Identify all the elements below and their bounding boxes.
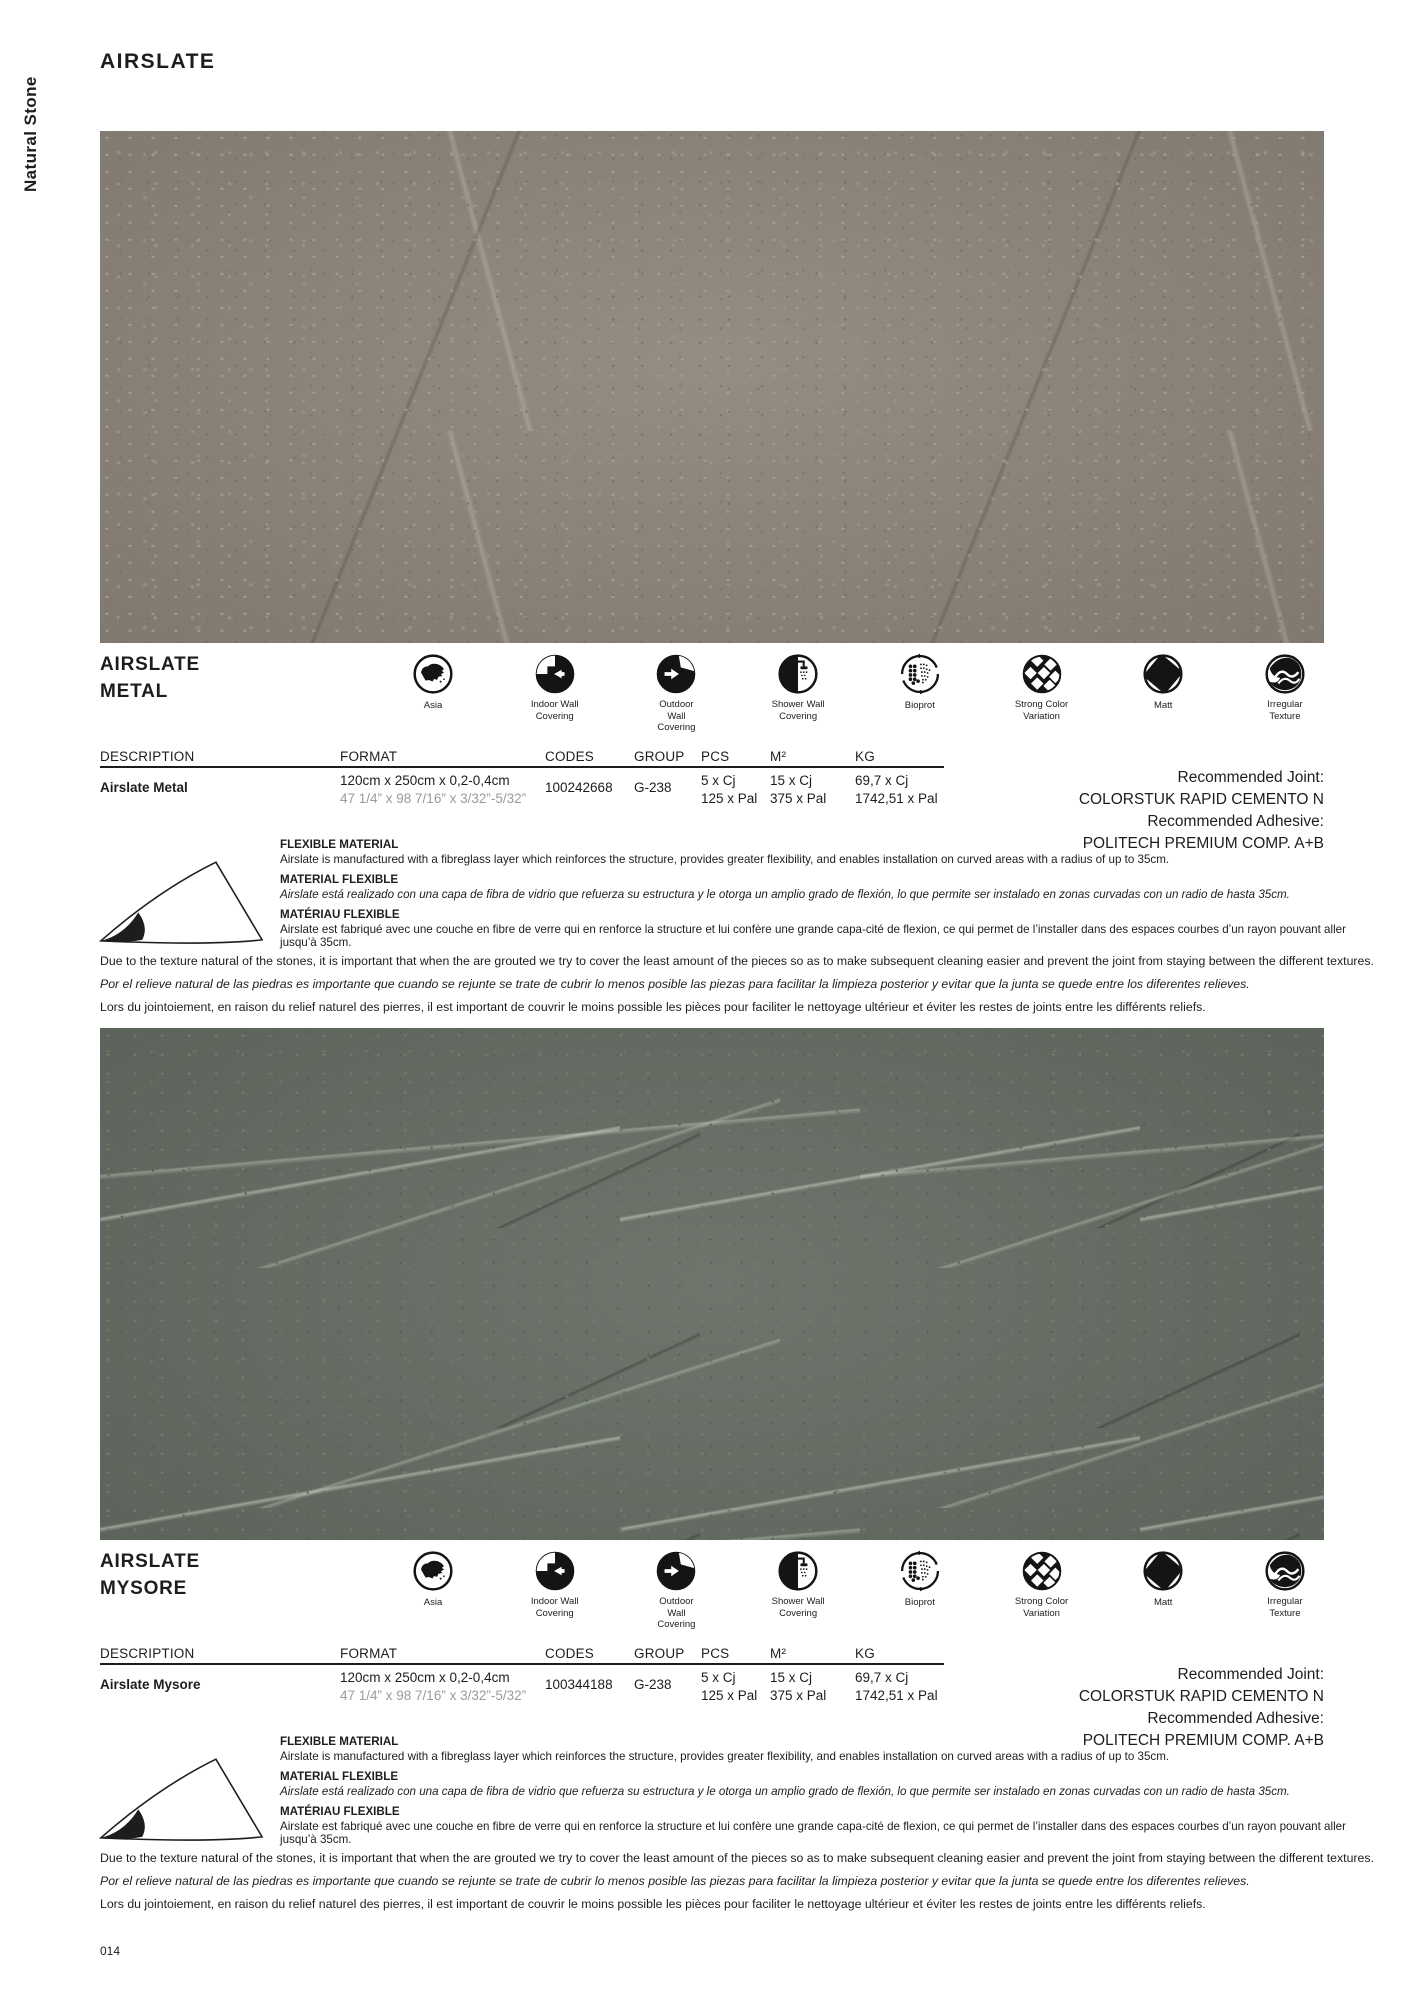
kg-pal: 1742,51 x Pal	[855, 791, 938, 806]
kg-cj: 69,7 x Cj	[855, 1670, 909, 1685]
column-header-group: GROUP	[634, 1646, 685, 1661]
column-header-format: FORMAT	[340, 1646, 398, 1661]
icon-label: Asia	[423, 1597, 443, 1608]
flexible-title-es: MATERIAL FLEXIBLE	[280, 873, 399, 886]
column-header-description: DESCRIPTION	[100, 749, 195, 764]
icon-label: Shower Wall Covering	[771, 1596, 825, 1619]
feature-irregular-texture	[1240, 1550, 1330, 1632]
column-header-group: GROUP	[634, 749, 685, 764]
flexible-text-en: Airslate is manufactured with a fibreglass layer which reinforces the structure, provides greater flexibility, and enables installation on curved areas with a radius of up to 35cm.	[280, 852, 1170, 866]
flexible-title-en: FLEXIBLE MATERIAL	[280, 838, 399, 851]
column-header-codes: CODES	[545, 1646, 595, 1661]
pcs-cj: 5 x Cj	[701, 1670, 736, 1685]
texture-note	[100, 953, 1374, 1022]
irregular-texture-icon	[1264, 653, 1306, 695]
cell-kg	[855, 772, 938, 808]
m2-pal: 375 x Pal	[770, 1688, 827, 1703]
page-number: 014	[100, 1944, 121, 1958]
product-title-line2: METAL	[100, 681, 169, 702]
asia-icon	[412, 653, 454, 695]
cell-m2	[770, 772, 826, 808]
feature-bioprot	[875, 1550, 965, 1632]
recommended-adhesive-value: POLITECH PREMIUM COMP. A+B	[1082, 835, 1324, 852]
feature-bioprot	[875, 653, 965, 735]
column-header-pcs: PCS	[701, 1646, 730, 1661]
cell-group: G-238	[634, 1677, 672, 1692]
table-header-rule	[100, 766, 944, 768]
matt-icon	[1142, 1550, 1184, 1592]
flexible-text-es: Airslate está realizado con una capa de fibra de vidrio que refuerza su estructura y le otorga un amplio grado de flexión, lo que permite ser instalado en zonas curvadas con un radio de hasta 35cm.	[280, 1784, 1290, 1798]
format-imperial: 47 1/4” x 98 7/16” x 3/32”-5/32”	[340, 1688, 527, 1703]
flexible-material-text	[280, 1735, 1358, 1847]
column-header-kg: KG	[855, 749, 875, 764]
column-header-pcs: PCS	[701, 749, 730, 764]
icon-label: Outdoor Wall Covering	[657, 1596, 696, 1630]
product-image-mysore	[100, 1028, 1324, 1540]
feature-shower-wall-covering	[753, 1550, 843, 1632]
format-imperial: 47 1/4” x 98 7/16” x 3/32”-5/32”	[340, 791, 527, 806]
cell-pcs	[701, 772, 757, 808]
irregular-texture-icon	[1264, 1550, 1306, 1592]
feature-outdoor-wall-covering	[631, 1550, 721, 1632]
m2-cj: 15 x Cj	[770, 773, 813, 788]
format-metric: 120cm x 250cm x 0,2-0,4cm	[340, 773, 510, 788]
icon-label: Indoor Wall Covering	[530, 1596, 579, 1619]
m2-pal: 375 x Pal	[770, 791, 827, 806]
icon-label: Outdoor Wall Covering	[657, 699, 696, 733]
strong-color-variation-icon	[1021, 1550, 1063, 1592]
icon-label: Matt	[1153, 700, 1173, 711]
flexible-material-figure	[95, 858, 267, 947]
outdoor-wall-covering-icon	[655, 1550, 697, 1592]
bioprot-icon	[899, 653, 941, 695]
format-metric: 120cm x 250cm x 0,2-0,4cm	[340, 1670, 510, 1685]
icon-label: Irregular Texture	[1267, 1596, 1303, 1619]
recommended-joint-label: Recommended Joint:	[1177, 1666, 1324, 1683]
flexible-text-en: Airslate is manufactured with a fibreglass layer which reinforces the structure, provides greater flexibility, and enables installation on curved areas with a radius of up to 35cm.	[280, 1749, 1170, 1763]
icon-label: Irregular Texture	[1267, 699, 1303, 722]
column-header-format: FORMAT	[340, 749, 398, 764]
shower-wall-covering-icon	[777, 653, 819, 695]
cell-format	[340, 772, 526, 808]
product-title-line2: MYSORE	[100, 1578, 188, 1599]
texture-note-en: Due to the texture natural of the stones, it is important that when the are grouted we try to cover the least amount of the pieces so as to make subsequent cleaning easier and prevent the joint from staying between the different textures.	[100, 1851, 1374, 1865]
feature-shower-wall-covering	[753, 653, 843, 735]
feature-outdoor-wall-covering	[631, 653, 721, 735]
texture-note	[100, 1850, 1374, 1919]
cell-description: Airslate Mysore	[100, 1677, 201, 1692]
feature-icon-row	[388, 1550, 1330, 1632]
bioprot-icon	[899, 1550, 941, 1592]
icon-label: Shower Wall Covering	[771, 699, 825, 722]
flexible-title-fr: MATÉRIAU FLEXIBLE	[280, 1805, 400, 1818]
texture-note-fr: Lors du jointoiement, en raison du relief naturel des pierres, il est important de couvrir le moins possible les pièces pour faciliter le nettoyage ultérieur et éviter les restes de joints entre les différents reliefs.	[100, 1000, 1206, 1014]
column-header-codes: CODES	[545, 749, 595, 764]
icon-label: Bioprot	[904, 700, 935, 711]
pcs-pal: 125 x Pal	[701, 791, 758, 806]
flexible-text-fr: Airslate est fabriqué avec une couche en fibre de verre qui en renforce la structure et lui confère une grande capa-cité de flexion, ce qui permet de l’installer dans des espaces courbes d’un rayon pouvant aller jusqu’à 35cm.	[280, 922, 1346, 949]
flexible-title-es: MATERIAL FLEXIBLE	[280, 1770, 399, 1783]
icon-label: Asia	[423, 700, 443, 711]
texture-note-en: Due to the texture natural of the stones, it is important that when the are grouted we try to cover the least amount of the pieces so as to make subsequent cleaning easier and prevent the joint from staying between the different textures.	[100, 954, 1374, 968]
matt-icon	[1142, 653, 1184, 695]
product-title-line1: AIRSLATE	[100, 654, 200, 675]
product-title	[100, 651, 200, 705]
kg-pal: 1742,51 x Pal	[855, 1688, 938, 1703]
product-title-line1: AIRSLATE	[100, 1551, 200, 1572]
recommended-joint-value: COLORSTUK RAPID CEMENTO N	[1078, 1688, 1324, 1705]
feature-matt	[1118, 653, 1208, 735]
feature-asia	[388, 1550, 478, 1632]
flexible-material-text	[280, 838, 1358, 950]
flexible-text-fr: Airslate est fabriqué avec une couche en fibre de verre qui en renforce la structure et lui confère une grande capa-cité de flexion, ce qui permet de l’installer dans des espaces courbes d’un rayon pouvant aller jusqu’à 35cm.	[280, 1819, 1346, 1846]
icon-label: Matt	[1153, 1597, 1173, 1608]
cell-kg	[855, 1669, 938, 1705]
shower-wall-covering-icon	[777, 1550, 819, 1592]
icon-label: Indoor Wall Covering	[530, 699, 579, 722]
cell-pcs	[701, 1669, 757, 1705]
flexible-material-figure	[95, 1755, 267, 1844]
column-header-m2: M²	[770, 749, 787, 764]
texture-note-es: Por el relieve natural de las piedras es importante que cuando se rejunte se trate de cubrir lo menos posible las piezas para facilitar la limpieza posterior y evitar que la junta se quede entre los diferentes relieves.	[100, 977, 1250, 991]
flexible-title-fr: MATÉRIAU FLEXIBLE	[280, 908, 400, 921]
recommended-joint-label: Recommended Joint:	[1177, 769, 1324, 786]
cell-code: 100344188	[545, 1677, 613, 1692]
product-section-mysore	[0, 1028, 1414, 1928]
feature-icon-row	[388, 653, 1330, 735]
icon-label: Bioprot	[904, 1597, 935, 1608]
page-title: AIRSLATE	[100, 50, 216, 73]
asia-icon	[412, 1550, 454, 1592]
recommended-adhesive-value: POLITECH PREMIUM COMP. A+B	[1082, 1732, 1324, 1749]
feature-matt	[1118, 1550, 1208, 1632]
feature-indoor-wall-covering	[510, 653, 600, 735]
indoor-wall-covering-icon	[534, 1550, 576, 1592]
cell-m2	[770, 1669, 826, 1705]
feature-asia	[388, 653, 478, 735]
product-title	[100, 1548, 200, 1602]
product-section-metal	[0, 131, 1414, 1031]
texture-note-fr: Lors du jointoiement, en raison du relief naturel des pierres, il est important de couvrir le moins possible les pièces pour faciliter le nettoyage ultérieur et éviter les restes de joints entre les différents reliefs.	[100, 1897, 1206, 1911]
cell-format	[340, 1669, 526, 1705]
kg-cj: 69,7 x Cj	[855, 773, 909, 788]
side-label: Natural Stone	[21, 76, 40, 192]
feature-indoor-wall-covering	[510, 1550, 600, 1632]
table-header-rule	[100, 1663, 944, 1665]
recommended-adhesive-label: Recommended Adhesive:	[1147, 813, 1324, 830]
icon-label: Strong Color Variation	[1014, 1596, 1069, 1619]
product-image-metal	[100, 131, 1324, 643]
icon-label: Strong Color Variation	[1014, 699, 1069, 722]
column-header-m2: M²	[770, 1646, 787, 1661]
pcs-pal: 125 x Pal	[701, 1688, 758, 1703]
recommended-adhesive-label: Recommended Adhesive:	[1147, 1710, 1324, 1727]
cell-group: G-238	[634, 780, 672, 795]
flexible-title-en: FLEXIBLE MATERIAL	[280, 1735, 399, 1748]
recommended-joint-value: COLORSTUK RAPID CEMENTO N	[1078, 791, 1324, 808]
feature-irregular-texture	[1240, 653, 1330, 735]
feature-strong-color-variation	[997, 1550, 1087, 1632]
cell-code: 100242668	[545, 780, 613, 795]
flexible-text-es: Airslate está realizado con una capa de fibra de vidrio que refuerza su estructura y le otorga un amplio grado de flexión, lo que permite ser instalado en zonas curvadas con un radio de hasta 35cm.	[280, 887, 1290, 901]
pcs-cj: 5 x Cj	[701, 773, 736, 788]
column-header-kg: KG	[855, 1646, 875, 1661]
outdoor-wall-covering-icon	[655, 653, 697, 695]
indoor-wall-covering-icon	[534, 653, 576, 695]
texture-note-es: Por el relieve natural de las piedras es importante que cuando se rejunte se trate de cubrir lo menos posible las piezas para facilitar la limpieza posterior y evitar que la junta se quede entre los diferentes relieves.	[100, 1874, 1250, 1888]
m2-cj: 15 x Cj	[770, 1670, 813, 1685]
column-header-description: DESCRIPTION	[100, 1646, 195, 1661]
feature-strong-color-variation	[997, 653, 1087, 735]
strong-color-variation-icon	[1021, 653, 1063, 695]
cell-description: Airslate Metal	[100, 780, 188, 795]
